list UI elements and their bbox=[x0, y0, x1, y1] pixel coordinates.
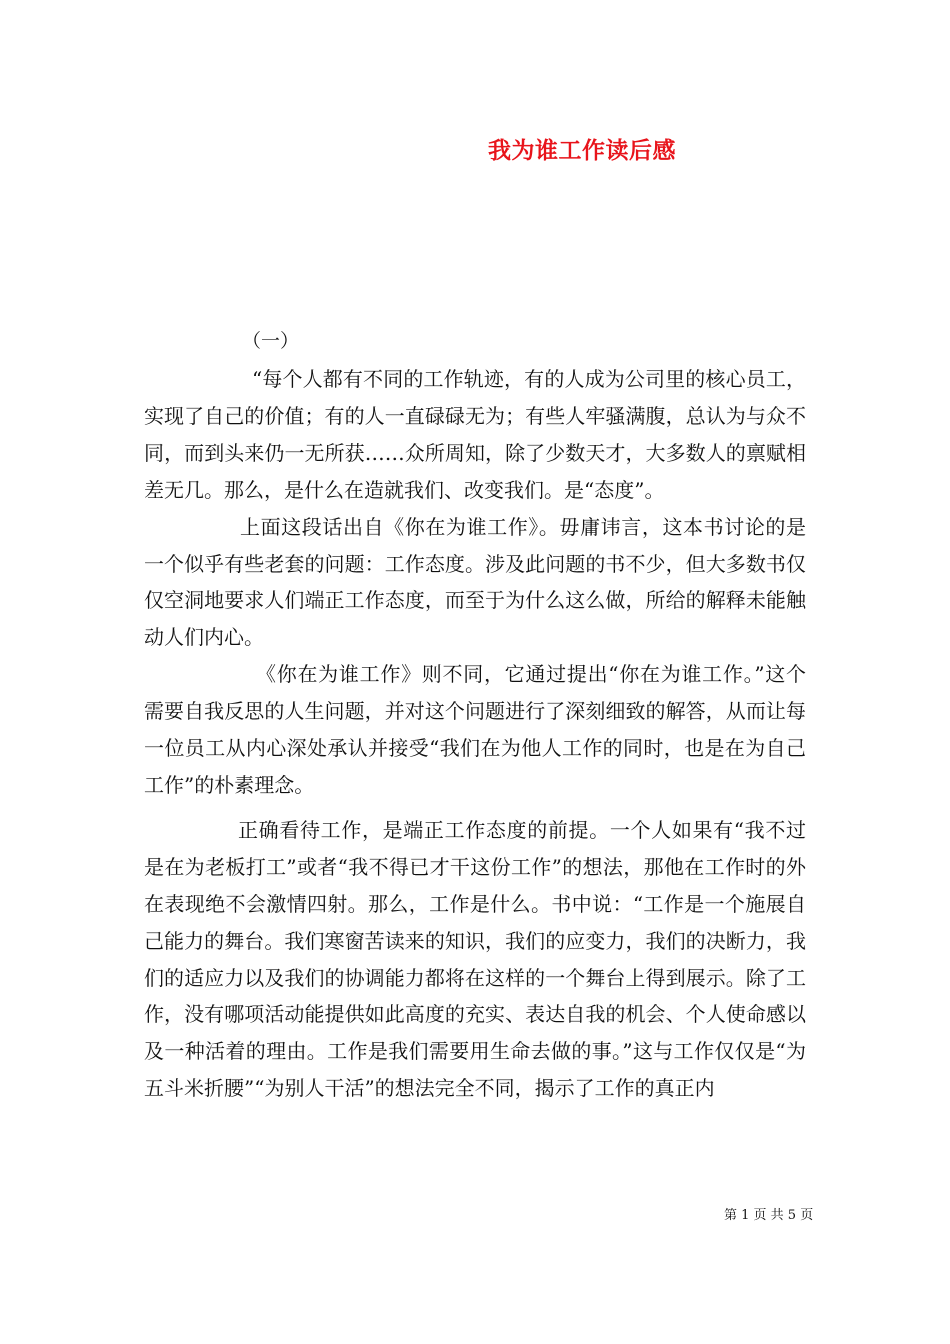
paragraph-3: 《你在为谁工作》则不同，它通过提出“你在为谁工作。”这个需要自我反思的人生问题，并对这个问题进行了深刻细致的解答，从而让每一位员工从内心深处承认并接受“我们在为他人工作的同时，也是在为自己工作”的朴素理念。 bbox=[144, 662, 806, 797]
paragraph-2: 上面这段话出自《你在为谁工作》。毋庸讳言，这本书讨论的是一个似乎有些老套的问题：工作态度。涉及此问题的书不少，但大多数书仅仅空洞地要求人们端正工作态度，而至于为什么这么做，所给的解释未能触动人们内心。 bbox=[144, 514, 806, 650]
paragraph-1: “每个人都有不同的工作轨迹，有的人成为公司里的核心员工，实现了自己的价值；有的人一直碌碌无为；有些人牢骚满腹，总认为与众不同，而到头来仍一无所获……众所周知，除了少数天才，大多数人的禀赋相差无几。那么，是什么在造就我们、改变我们。是“态度”。 bbox=[144, 367, 806, 502]
document-title: 我为谁工作读后感 bbox=[488, 137, 676, 164]
paragraph-4: 正确看待工作，是端正工作态度的前提。一个人如果有“我不过是在为老板打工”或者“我不得已才干这份工作”的想法，那他在工作时的外在表现绝不会激情四射。那么，工作是什么。书中说：“工作是一个施展自己能力的舞台。我们寒窗苦读来的知识，我们的应变力，我们的决断力，我们的适应力以及我们的协调能力都将在这样的一个舞台上得到展示。除了工作，没有哪项活动能提供如此高度的充实、表达自我的机会、个人使命感以及一种活着的理由。工作是我们需要用生命去做的事。”这与工作仅仅是“为五斗米折腰”“为别人干活”的想法完全不同，揭示了工作的真正内 bbox=[144, 817, 806, 1101]
page-number-footer: 第 1 页 共 5 页 bbox=[724, 1208, 814, 1223]
section-mark: （一） bbox=[242, 330, 300, 352]
document-body bbox=[144, 361, 806, 1107]
